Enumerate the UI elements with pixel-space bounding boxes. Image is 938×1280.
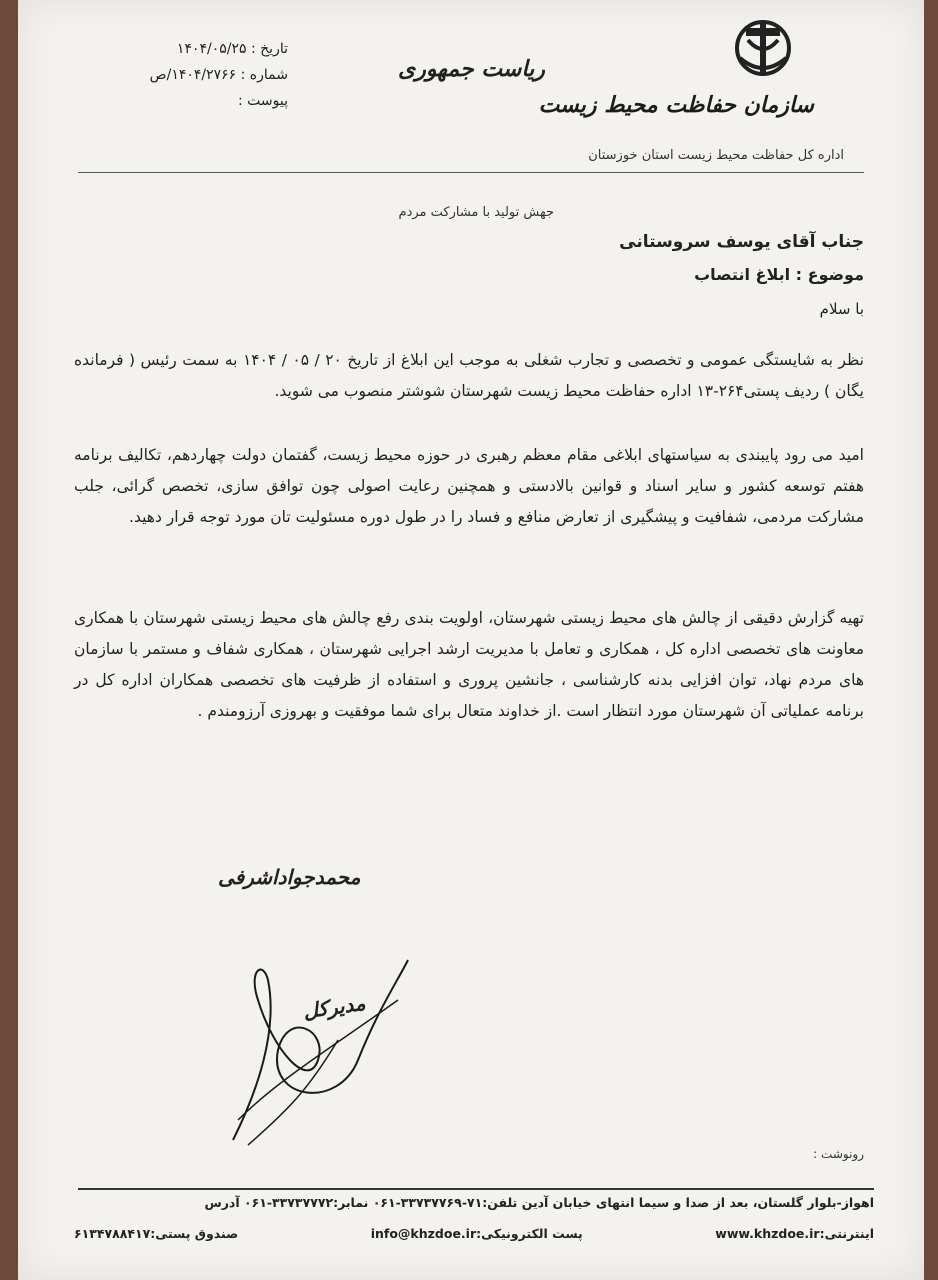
handwritten-signature (218, 940, 418, 1150)
body-paragraph-1: نظر به شایستگی عمومی و تخصصی و تجارب شغلی به موجب این ابلاغ از تاریخ ۲۰ / ۰۵ / ۱۴۰۴ به سمت رئیس ( فرمانده یگان ) ردیف پستی۲۶۴-۱۳ اداره حفاظت محیط زیست شهرستان شوشتر منصوب می شوید. (74, 351, 864, 400)
footer-contacts (74, 1226, 874, 1241)
motto: جهش تولید با مشارکت مردم (398, 205, 554, 220)
organization-name: سازمان حفاظت محیط زیست (538, 92, 814, 118)
footer-divider (78, 1188, 874, 1190)
signatory-name: محمدجواداشرفی (218, 865, 361, 889)
date-row (88, 36, 288, 62)
date-label: تاریخ : (250, 41, 288, 57)
recipient: جناب آقای یوسف سروستانی (619, 232, 864, 252)
footer-website: اینترنتی:www.khzdoe.ir (715, 1226, 874, 1241)
number-value: ۱۴۰۴/۲۷۶۶/ص (149, 67, 237, 83)
attachment-label: پیوست : (238, 93, 288, 109)
body-paragraph-3: تهیه گزارش دقیقی از چالش های محیط زیستی شهرستان، اولویت بندی رفع چالش های محیط زیستی شهرستان با همکاری معاونت های تخصصی اداره کل ، همکاری و تعامل با مدیریت ارشد اجرایی شهرستان ، همکاری شفاف و مستمر با سازمان های مردم نهاد، توان افزایی بدنه کارشناسی ، جانشین پروری و استفاده از ظرفیت های تخصصی همکاران اداره کل در برنامه عملیاتی آن شهرستان مورد انتظار است .از خداوند متعال برای شما موفقیت و بهروزی آرزومندم . (74, 609, 864, 720)
number-label: شماره : (240, 67, 288, 83)
attachment-row (88, 88, 288, 114)
footer-address: اهواز-بلوار گلستان، بعد از صدا و سیما انتهای خیابان آدین تلفن:۷۱-۳۳۷۳۷۷۶۹-۰۶۱ نمابر:۳۳۷۳۷۷۷۲-۰۶۱ آدرس (204, 1195, 874, 1210)
letter-meta (88, 36, 288, 114)
date-value: ۱۴۰۴/۰۵/۲۵ (176, 41, 247, 57)
presidency-heading: ریاست جمهوری (398, 56, 545, 82)
cc-label: رونوشت : (813, 1147, 864, 1161)
number-row (88, 62, 288, 88)
organization-subtitle: اداره کل حفاظت محیط زیست استان خوزستان (588, 148, 844, 163)
signatory-title: مدیرکل (301, 990, 367, 1024)
header-divider (78, 172, 864, 173)
environment-organization-logo (718, 18, 808, 88)
letter-page (18, 0, 924, 1280)
greeting: با سلام (819, 300, 864, 318)
footer-email: پست الکترونیکی:info@khzdoe.ir (370, 1226, 583, 1241)
body-paragraph-2: امید می رود پایبندی به سیاستهای ابلاغی مقام معظم رهبری در حوزه محیط زیست، گفتمان دولت چهاردهم، تکالیف برنامه هفتم توسعه کشور و سایر اسناد و قوانین بالادستی و همچنین رعایت اصولی چون توافق سازی، تخصص گرائی، جلب مشارکت مردمی، شفافیت و پیشگیری از تعارض منافع و فساد را در طول دوره مسئولیت تان مورد توجه قرار دهید. (74, 446, 864, 526)
subject: موضوع : ابلاغ انتصاب (694, 265, 864, 284)
footer-postbox: صندوق پستی:۶۱۳۴۷۸۸۴۱۷ (74, 1226, 239, 1241)
